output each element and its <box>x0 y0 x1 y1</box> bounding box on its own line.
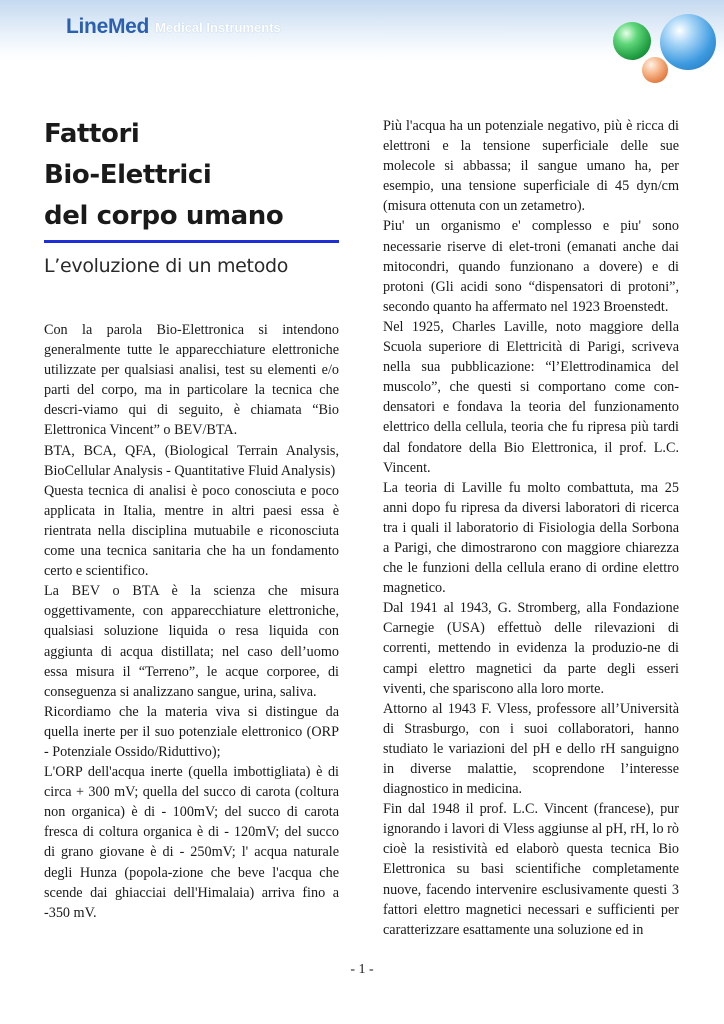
right-text-column <box>383 116 679 940</box>
document-subtitle: L’evoluzione di un metodo <box>44 255 289 277</box>
page-number: - 1 - <box>350 962 374 977</box>
paragraph: BTA, BCA, QFA, (Biological Terrain Analysis, BioCellular Analysis - Quantitative Fluid Analysis) <box>44 442 339 479</box>
paragraph: Piu' un organismo e' complesso e piu' sono necessarie riserve di elet-troni (emanati anche dai mitocondri, quando funzionano a dovere) e di protoni (Gli acidi sono “dispensatori di protoni”, secondo quanto ha affermato nel 1923 Broenstedt. <box>383 218 679 315</box>
paragraph: Dal 1941 al 1943, G. Stromberg, alla Fondazione Carnegie (USA) effettuò delle rilevazioni di correnti, mettendo in evidenza la produzio-ne di campi elettro magnetici da parte degli esseri viventi, che spariscono alla loro morte. <box>383 600 679 697</box>
brand-tagline: Medical Instruments <box>155 20 281 35</box>
title-line-1: Fattori <box>44 119 140 149</box>
paragraph: Fin dal 1948 il prof. L.C. Vincent (francese), pur ignorando i lavori di Vless aggiunse al pH, rH, lo rò cioè la resistività ed elaborò questa tecnica Bio Elettronica su basi scientifiche completamente nuove, facendo intervenire esclusivamente questi 3 fattori elettro magnetici necessari e sufficienti per caratterizzare esattamente una soluzione ed in <box>383 801 679 938</box>
paragraph: Questa tecnica di analisi è poco conosciuta e poco applicata in Italia, mentre in altri paesi essa è rientrata nella disciplina mutuabile e riconosciuta come una tecnica sanitaria che ha un fondamento certo e scientifico. <box>44 482 339 580</box>
paragraph: Attorno al 1943 F. Vless, professore all’Università di Strasburgo, con i suoi collaboratori, hanno studiato le variazioni del pH e dello rH sanguigno in diverse malattie, scoprendone l’interesse diagnostico in medicina. <box>383 700 679 798</box>
document-title <box>44 114 344 237</box>
title-line-3: del corpo umano <box>44 201 284 231</box>
paragraph: La teoria di Laville fu molto combattuta, ma 25 anni dopo fu ripresa da diversi laboratori di ricerca tra i quali il laboratorio di Fisiologia della Sorbona a Parigi, che dimostrarono con maggiore chiarezza che le funzioni della cellula erano di ordine elettro magnetico. <box>383 479 679 597</box>
title-underline-divider <box>44 240 339 243</box>
paragraph: Con la parola Bio-Elettronica si intendono generalmente tutte le apparecchiature elettroniche utilizzate per qualsiasi analisi, test su elementi e/o parti del corpo, ma in particolare la tecnica che descri-viamo qui di seguito, è chiamata “Bio Elettronica Vincent” o BEV/BTA. <box>44 322 339 439</box>
title-line-2: Bio-Elettrici <box>44 160 212 190</box>
paragraph: La BEV o BTA è la scienza che misura oggettivamente, con apparecchiature elettroniche, qualsiasi soluzione liquida o resa liquida con aggiunta di acqua distillata; nel caso dell’uomo essa misura il “Terreno”, le acque corporee, di conseguenza si analizzano sangue, urina, saliva. <box>44 583 339 700</box>
green-sphere-icon <box>613 22 651 60</box>
paragraph: Nel 1925, Charles Laville, noto maggiore della Scuola superiore di Elettricità di Parigi, scriveva nella sua pubblicazione: “l’Elettrodinamica del muscolo”, che questi si comportano come con-densatori e fondava la teoria del funzionamento elettrico della cellula, teoria che fu ripresa più tardi dal fondatore della Bio Elettronica, il prof. L.C. Vincent. <box>383 318 679 476</box>
paragraph: L'ORP dell'acqua inerte (quella imbottigliata) è di circa + 300 mV; quella del succo di carota (coltura non organica) è di - 100mV; del succo di carota fresca di coltura organica è di - 120mV; del succo di grano giovane è di - 250mV; l' acqua naturale degli Hunza (popola-zione che beve l'acqua che scende dai ghiacciai dell'Himalaia) arriva fino a -350 mV. <box>44 764 339 921</box>
blue-sphere-icon <box>660 14 716 70</box>
paragraph: Ricordiamo che la materia viva si distingue da quella inerte per il suo potenziale elettronico (ORP - Potenziale Ossido/Riduttivo); <box>44 703 339 760</box>
brand-logo <box>66 16 281 37</box>
paragraph: Più l'acqua ha un potenziale negativo, più è ricca di elettroni e la tensione superficiale delle sue molecole si abbassa; il sangue umano ha, per esempio, una tensione superficiale di 45 dyn/cm (misura ottenuta con un zetametro). <box>383 118 679 215</box>
left-text-column <box>44 320 339 923</box>
orange-sphere-icon <box>642 57 668 83</box>
brand-name: LineMed <box>66 15 150 38</box>
